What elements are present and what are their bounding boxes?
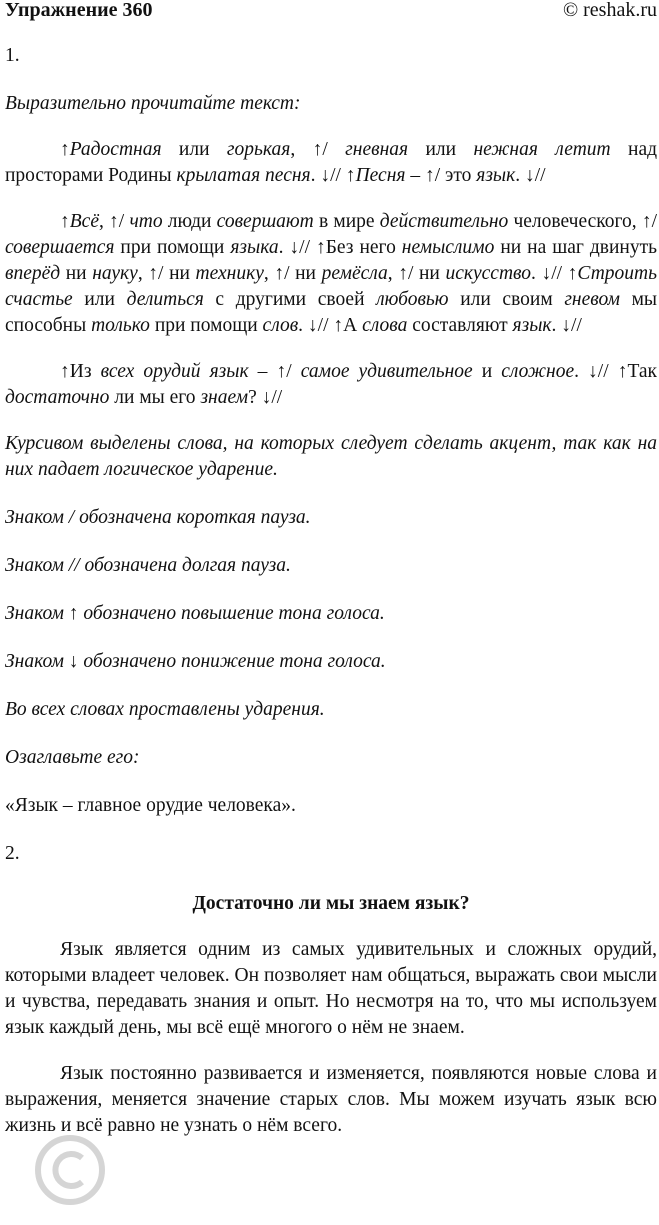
text-segment: . ↓// ↑Так [574,361,658,382]
emphasized-word: горькая [226,139,291,160]
essay-title: Достаточно ли мы знаем язык? [192,893,470,914]
emphasized-word: нежная летит [473,139,611,160]
emphasized-word: крылатая песня [176,165,311,186]
text-paragraph-2 [5,209,657,339]
emphasized-word: совершают [216,211,314,232]
emphasized-word: языка [230,237,279,258]
emphasized-word: слова [362,315,408,336]
text-segment: . ↓// [515,165,546,186]
note-short-pause: Знаком / обозначена короткая пауза. [5,507,311,528]
text-segment: при помощи [114,237,231,258]
exercise-page [5,0,657,1139]
text-segment: ↑ [60,139,70,160]
text-segment: . ↓// [551,315,582,336]
emphasized-word: любовью [376,289,449,310]
task-title-instruction: Озаглавьте его: [5,747,140,768]
note-italic: Курсивом выделены слова, на которых следует сделать акцент, так как на них падает логическое ударение. [5,433,657,480]
essay-paragraph-2: Язык постоянно развивается и изменяется, появляются новые слова и выражения, меняется значение старых слов. Мы можем изучать язык всю жизнь и всё равно не узнать о нём всего. [5,1063,657,1136]
emphasized-word: вперёд [5,263,61,284]
emphasized-word: слов [262,315,299,336]
text-paragraph-3 [5,359,657,411]
emphasized-word: всех орудий язык [100,361,249,382]
text-segment: – ↑/ это [405,165,477,186]
emphasized-word: знаем [200,387,249,408]
emphasized-word: Песня [355,165,406,186]
text-segment: ↑Из [60,361,101,382]
text-segment: ни на шаг двинуть [494,237,658,258]
emphasized-word: науку [92,263,138,284]
text-segment: или [408,139,474,160]
emphasized-word: действительно [379,211,509,232]
text-segment: , ↑/ ни [263,263,322,284]
text-segment: – ↑/ [248,361,301,382]
section-2-label: 2. [5,843,20,864]
note-tone-up: Знаком ↑ обозначено повышение тона голоса. [5,603,385,624]
section-1-label: 1. [5,45,20,66]
emphasized-word: язык [512,315,552,336]
text-segment: над просторами Родины [5,139,658,186]
emphasized-word: Строить счастье [5,263,657,310]
emphasized-word: немыслимо [401,237,495,258]
text-segment: составляют [407,315,513,336]
emphasized-word: технику [195,263,264,284]
text-segment: . ↓// ↑ [531,263,578,284]
text-segment: или [72,289,127,310]
watermark-copyright-icon [38,1138,102,1202]
text-segment: мы способны [5,289,658,336]
emphasized-word: искусство [445,263,531,284]
page-header [5,0,657,19]
emphasized-word: гневом [564,289,620,310]
text-paragraph-1 [5,137,657,189]
text-segment: ни [60,263,93,284]
emphasized-word: самое удивительное [300,361,473,382]
task-read-instruction: Выразительно прочитайте текст: [5,93,301,114]
text-segment: в мире [313,211,380,232]
site-credit: © reshak.ru [562,0,657,21]
text-segment: , ↑/ ни [137,263,196,284]
emphasized-word: сложное [501,361,575,382]
emphasized-word: Всё [69,211,99,232]
essay-paragraph-1: Язык является одним из самых удивительных и сложных орудий, которыми владеет человек. Он позволяет нам общаться, выражать свои мысли и чувства, передавать знания и опыт. Но несмотря на то, что мы используем язык каждый день, мы всё ещё многого о нём не знаем. [5,939,657,1038]
text-segment: . ↓// ↑А [298,315,363,336]
text-segment: ↑ [60,211,70,232]
text-segment: с другими своей [203,289,377,310]
note-tone-down: Знаком ↓ обозначено понижение тона голоса. [5,651,386,672]
text-segment: или своим [448,289,565,310]
text-segment: ли мы его [109,387,201,408]
text-segment: , ↑/ [290,139,346,160]
note-long-pause: Знаком // обозначена долгая пауза. [5,555,291,576]
note-stress: Во всех словах проставлены ударения. [5,699,325,720]
text-segment: при помощи [149,315,263,336]
watermark-c-glyph [55,1154,82,1186]
text-segment: и [472,361,502,382]
text-segment: , ↑/ [98,211,130,232]
text-segment: . ↓// ↑Без него [278,237,402,258]
text-segment: люди [162,211,217,232]
exercise-title: Упражнение 360 [5,0,153,21]
text-segment: человеческого, ↑/ [508,211,658,232]
emphasized-word: Радостная [69,139,162,160]
emphasized-word: делиться [126,289,204,310]
answer-title: «Язык – главное орудие человека». [5,795,296,816]
emphasized-word: что [129,211,163,232]
emphasized-word: совершается [5,237,115,258]
emphasized-word: ремёсла [321,263,388,284]
text-segment: . ↓// ↑ [310,165,356,186]
text-segment: ? ↓// [248,387,283,408]
emphasized-word: только [91,315,150,336]
emphasized-word: достаточно [5,387,110,408]
text-segment: , ↑/ ни [387,263,446,284]
emphasized-word: гневная [345,139,409,160]
text-segment: или [161,139,227,160]
emphasized-word: язык [476,165,516,186]
